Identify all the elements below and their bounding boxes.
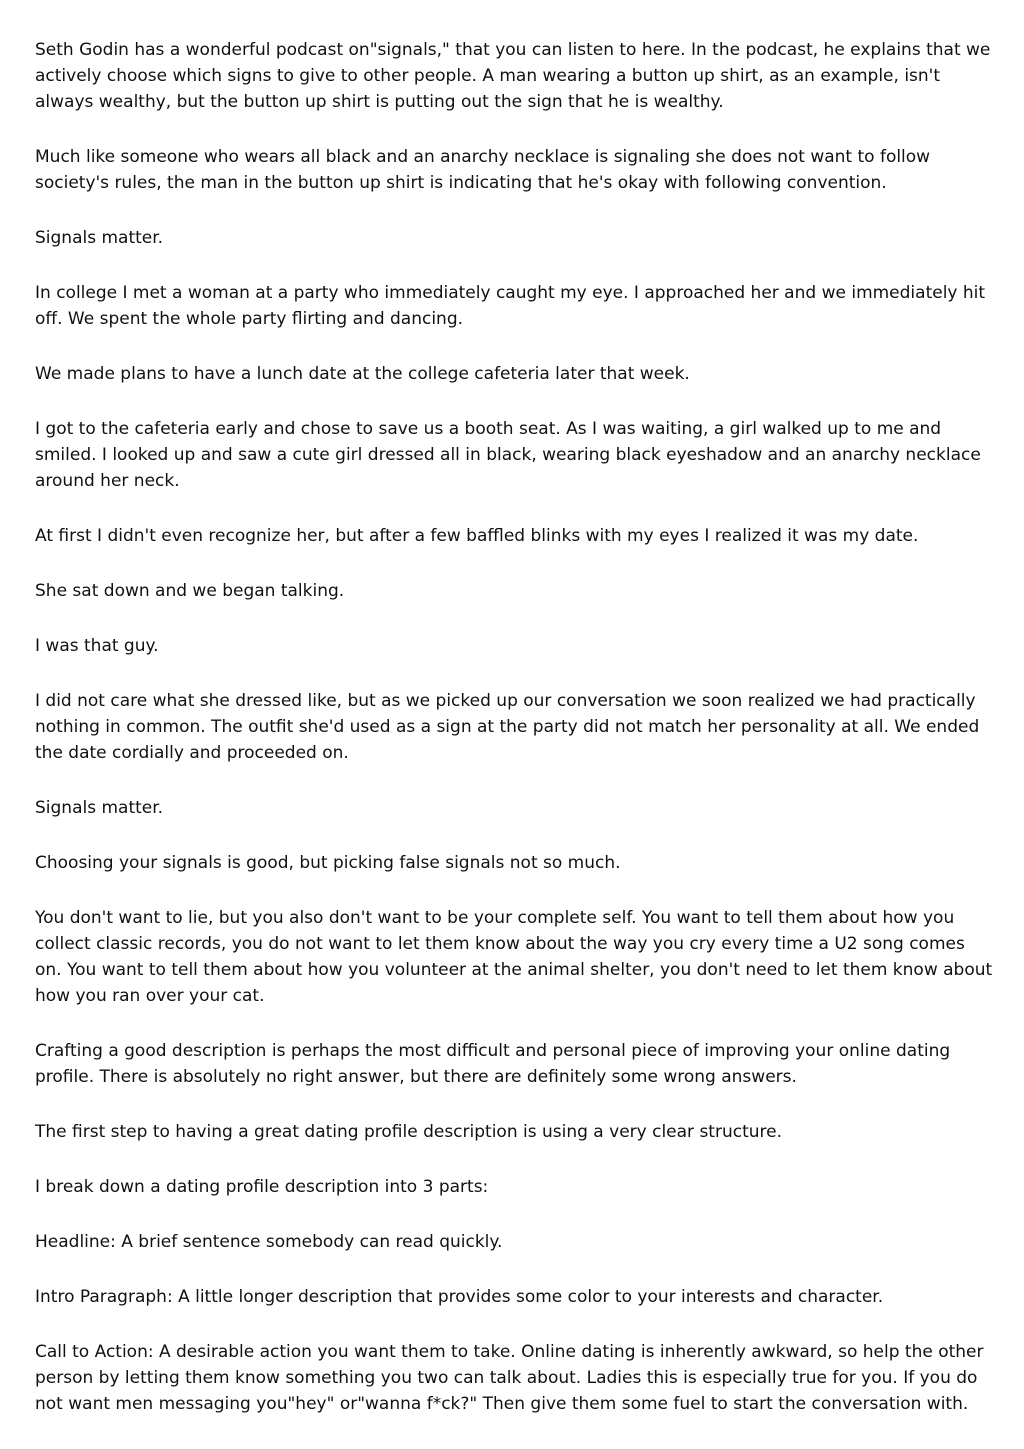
paragraph-signals-matter-1: Signals matter.	[35, 228, 164, 248]
paragraph-false-signals: Choosing your signals is good, but picking false signals not so much.	[35, 853, 621, 873]
paragraph-lunch-plans: We made plans to have a lunch date at the college cafeteria later that week.	[35, 364, 690, 384]
paragraph-cafeteria: I got to the cafeteria early and chose to save us a booth seat. As I was waiting, a girl walked up to me and smiled. I looked up and saw a cute girl dressed all in black, wearing black eyeshadow and an anarchy necklace around her neck.	[35, 419, 981, 491]
paragraph-recognize-date: At first I didn't even recognize her, but after a few baffled blinks with my eyes I realized it was my date.	[35, 526, 919, 546]
paragraph-nothing-in-common: I did not care what she dressed like, but as we picked up our conversation we soon realized we had practically nothing in common. The outfit she'd used as a sign at the party did not match her personality at all. We ended the date cordially and proceeded on.	[35, 691, 980, 763]
paragraph-first-step: The first step to having a great dating profile description is using a very clear structure.	[35, 1122, 782, 1142]
paragraph-call-to-action: Call to Action: A desirable action you want them to take. Online dating is inherently awkward, so help the other person by letting them know something you two can talk about. Ladies this is especially true for you. If you do not want men messaging you"hey" or"wanna f*ck?" Then give them some fuel to start the conversation with.	[35, 1342, 984, 1414]
paragraph-anarchy-necklace: Much like someone who wears all black and an anarchy necklace is signaling she does not want to follow society's rules, the man in the button up shirt is indicating that he's okay with following convention.	[35, 147, 931, 193]
paragraph-college-party: In college I met a woman at a party who immediately caught my eye. I approached her and we immediately hit off. We spent the whole party flirting and dancing.	[35, 283, 986, 329]
paragraph-intro: Intro Paragraph: A little longer description that provides some color to your interests and character.	[35, 1287, 884, 1307]
paragraph-signals-matter-2: Signals matter.	[35, 798, 164, 818]
paragraph-signals-podcast: Seth Godin has a wonderful podcast on"signals," that you can listen to here. In the podcast, he explains that we actively choose which signs to give to other people. A man wearing a button up shirt, as an example, isn't always wealthy, but the button up shirt is putting out the sign that he is wealthy.	[35, 40, 991, 112]
paragraph-dont-lie: You don't want to lie, but you also don't want to be your complete self. You want to tell them about how you collect classic records, you do not want to let them know about the way you cry every time a U2 song comes on. You want to tell them about how you volunteer at the animal shelter, you don't need to let them know about how you ran over your cat.	[35, 908, 993, 1006]
paragraph-three-parts: I break down a dating profile description into 3 parts:	[35, 1177, 489, 1197]
paragraph-crafting-description: Crafting a good description is perhaps the most difficult and personal piece of improving your online dating profile. There is absolutely no right answer, but there are definitely some wrong answers.	[35, 1041, 951, 1087]
article-body	[35, 37, 995, 1446]
paragraph-that-guy: I was that guy.	[35, 636, 159, 656]
paragraph-began-talking: She sat down and we began talking.	[35, 581, 345, 601]
paragraph-headline: Headline: A brief sentence somebody can read quickly.	[35, 1232, 503, 1252]
